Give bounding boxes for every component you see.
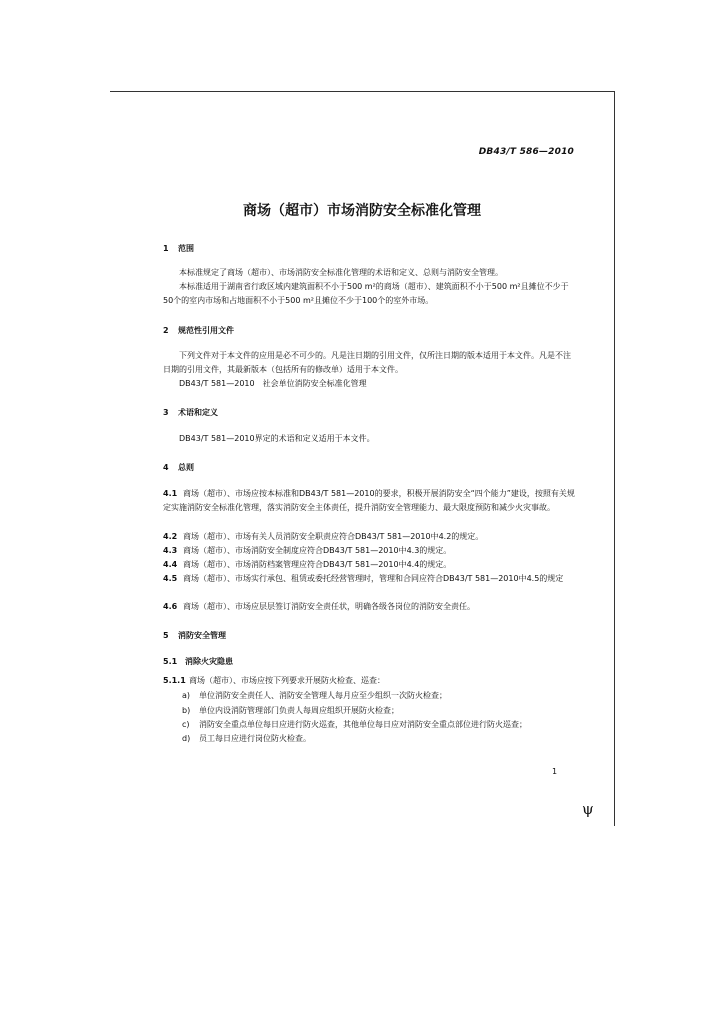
document-title: 商场（超市）市场消防安全标准化管理: [243, 203, 481, 219]
section-title: 总则: [178, 463, 194, 472]
list-marker: b): [182, 706, 191, 715]
subsection-title: 消除火灾隐患: [185, 657, 233, 666]
section-title: 规范性引用文件: [178, 326, 234, 335]
section-title: 范围: [178, 244, 194, 253]
clause-4-3: [163, 544, 575, 558]
list-item-c: [182, 719, 527, 730]
section-number: 1: [163, 244, 169, 253]
clause-4-5: [163, 572, 575, 586]
list-marker: c): [182, 720, 190, 729]
list-text: 单位消防安全责任人、消防安全管理人每月应至少组织一次防火检查；: [199, 691, 447, 700]
section-1-paragraph-1: 本标准规定了商场（超市）、市场消防安全标准化管理的术语和定义、总则与消防安全管理。: [179, 268, 503, 277]
section-2-paragraph-1: 下列文件对于本文件的应用是必不可少的。凡是注日期的引用文件，仅所注日期的版本适用于本文件。凡是不注日期的引用文件，其最新版本（包括所有的修改单）适用于本文件。: [163, 351, 571, 374]
section-number: 4: [163, 463, 169, 472]
clause-text: 商场（超市）、市场消防安全制度应符合DB43/T 581—2010中4.3的规定。: [183, 546, 452, 555]
clause-number: 4.5: [163, 574, 178, 583]
section-3-heading: [163, 407, 218, 418]
clause-text: 商场（超市）、市场应层层签订消防安全责任状，明确各级各岗位的消防安全责任。: [183, 602, 475, 611]
section-number: 5: [163, 631, 169, 640]
standard-code: DB43/T 586—2010: [478, 147, 574, 157]
clause-number: 4.6: [163, 602, 178, 611]
list-marker: a): [182, 691, 191, 700]
list-text: 员工每日应进行岗位防火检查。: [199, 734, 311, 743]
section-4-heading: [163, 462, 194, 473]
section-number: 2: [163, 326, 169, 335]
clause-text: 商场（超市）、市场消防档案管理应符合DB43/T 581—2010中4.4的规定。: [183, 560, 452, 569]
section-1-paragraph-2: 本标准适用于湖南省行政区域内建筑面积不小于500 m²的商场（超市）、建筑面积不小于500 m²且摊位不少于50个的室内市场和占地面积不小于500 m²且摊位不少于100个的室外市场。: [163, 282, 569, 305]
clause-number: 5.1.1: [163, 676, 186, 685]
list-marker: d): [182, 734, 191, 743]
page-border-top: [110, 91, 614, 92]
section-title: 术语和定义: [178, 408, 218, 417]
clause-4-4: [163, 558, 575, 572]
clause-number: 4.2: [163, 532, 178, 541]
clause-4-2: [163, 530, 575, 544]
section-2-reference: DB43/T 581—2010 社会单位消防安全标准化管理: [179, 379, 367, 388]
section-2-heading: [163, 325, 234, 336]
section-title: 消防安全管理: [178, 631, 226, 640]
page-number: 1: [552, 767, 558, 776]
section-3-paragraph-1: DB43/T 581—2010界定的术语和定义适用于本文件。: [179, 434, 375, 443]
handwritten-mark: ψ: [582, 800, 594, 818]
subsection-number: 5.1: [163, 657, 178, 666]
section-1-heading: [163, 243, 194, 254]
clause-number: 4.3: [163, 546, 178, 555]
clause-text: 商场（超市）、市场应按本标准和DB43/T 581—2010的要求，积极开展消防安全“四个能力”建设，按照有关规定实施消防安全标准化管理，落实消防安全主体责任，提升消防安全管理能力、最大限度预防和减少火灾事故。: [163, 489, 575, 512]
list-text: 消防安全重点单位每日应进行防火巡查，其他单位每日应对消防安全重点部位进行防火巡查；: [199, 720, 527, 729]
clause-text: 商场（超市）、市场应按下列要求开展防火检查、巡查：: [189, 676, 385, 685]
clause-text: 商场（超市）、市场实行承包、租赁或委托经营管理时，管理和合同应符合DB43/T 581—2010中4.5的规定: [183, 574, 564, 583]
clause-4-1: [163, 487, 575, 515]
clause-number: 4.4: [163, 560, 178, 569]
list-item-a: [182, 690, 447, 701]
section-5-heading: [163, 630, 226, 641]
clause-number: 4.1: [163, 489, 178, 498]
clause-5-1-1: [163, 674, 575, 688]
subsection-5-1-heading: [163, 656, 233, 667]
page-border-right: [614, 91, 615, 826]
section-number: 3: [163, 408, 169, 417]
list-item-d: [182, 733, 311, 744]
list-item-b: [182, 705, 399, 716]
clause-text: 商场（超市）、市场有关人员消防安全职责应符合DB43/T 581—2010中4.2的规定。: [183, 532, 484, 541]
list-text: 单位内设消防管理部门负责人每周应组织开展防火检查；: [199, 706, 399, 715]
clause-4-6: [163, 600, 575, 614]
